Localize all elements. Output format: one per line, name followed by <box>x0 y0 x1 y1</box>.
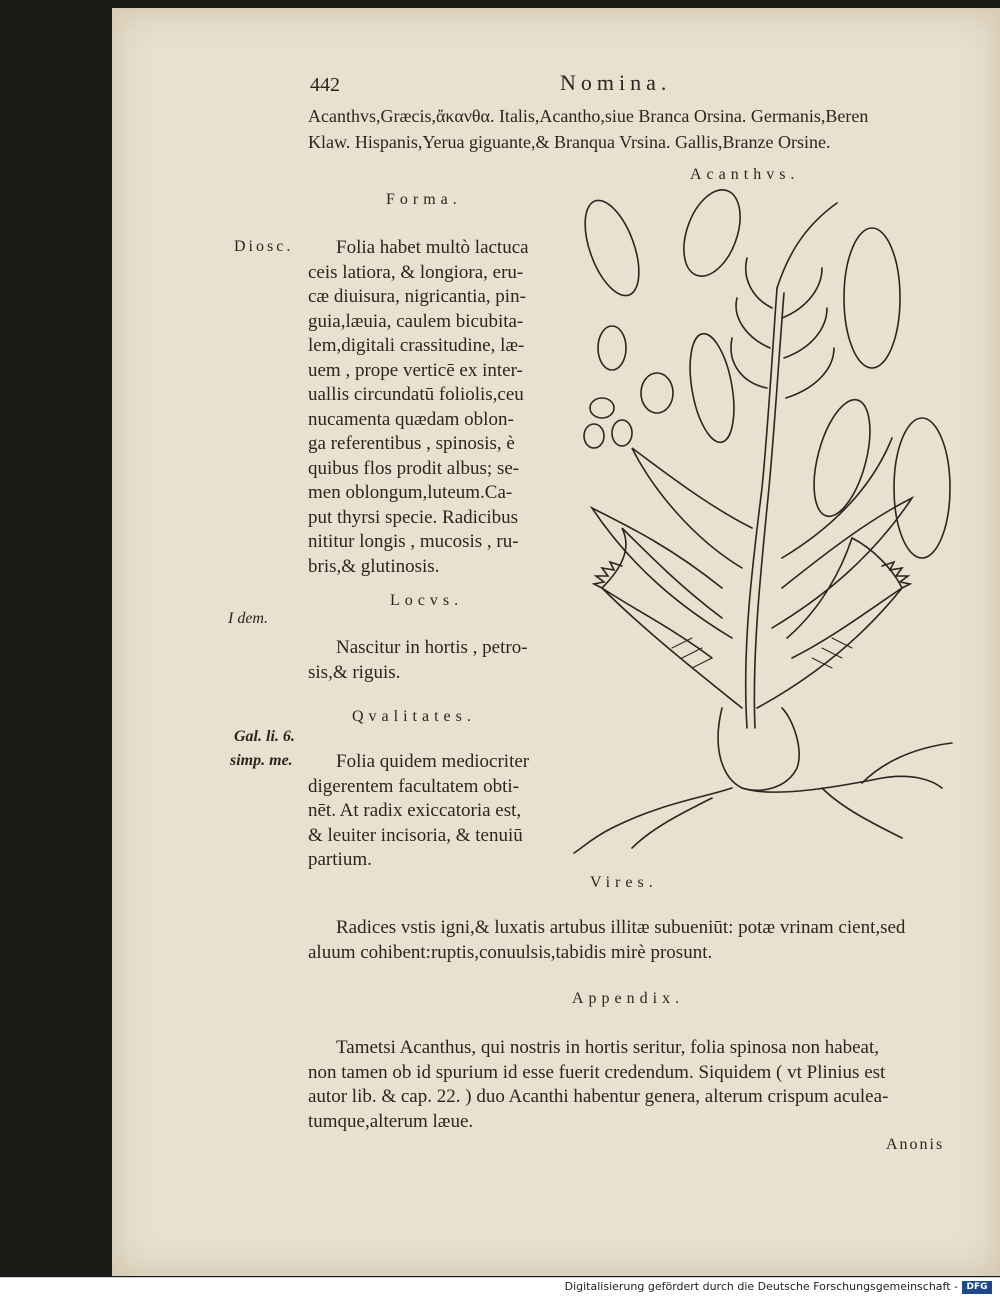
nomina-line-2: Klaw. Hispanis,Yerua giguante,& Branqua Vrsina. Gallis,Branze Orsine. <box>308 132 831 152</box>
appendix-text <box>308 1036 888 1134</box>
forma-line: nititur longis , mucosis , ru- <box>308 531 519 552</box>
page-number: 442 <box>310 74 340 96</box>
qualitates-line: digerentem facultatem obti- <box>308 775 520 797</box>
detached-flower <box>673 188 751 284</box>
forma-line: guia,læuia, caulem bicubita- <box>308 310 524 332</box>
qualitates-line: Folia quidem mediocriter <box>336 751 530 772</box>
appendix-line: autor lib. & cap. 22. ) duo Acanthi habentur genera, alterum crispum aculea- <box>308 1086 889 1107</box>
forma-line: ga referentibus , spinosis, è <box>308 433 515 454</box>
qualitates-line: partium. <box>308 849 372 870</box>
vires-text <box>308 916 905 965</box>
forma-line: bris,& glutinosis. <box>308 555 440 577</box>
forma-margin-note: Diosc. <box>234 238 294 255</box>
appendix-line: tumque,alterum læue. <box>308 1110 474 1132</box>
detached-flower <box>894 418 950 558</box>
forma-line: Folia habet multò lactuca <box>336 237 529 258</box>
qualitates-line: & leuiter incisoria, & tenuiū <box>308 824 523 846</box>
vires-line: aluum cohibent:ruptis,conuulsis,tabidis mirè prosunt. <box>308 941 713 963</box>
appendix-line: non tamen ob id spurium id esse fuerit credendum. Siquidem ( vt Plinius est <box>308 1061 886 1083</box>
seed-pod <box>598 326 626 370</box>
forma-line: ceis latiora, & longiora, eru- <box>308 261 524 283</box>
leaf <box>592 508 732 638</box>
detached-flower <box>844 228 900 368</box>
seed <box>584 424 604 448</box>
footer-text: Digitalisierung gefördert durch die Deutsche Forschungsgemeinschaft - <box>564 1280 958 1293</box>
locus-heading: Locvs. <box>390 592 464 609</box>
digitization-footer <box>0 1277 1000 1298</box>
forma-line: men oblongum,luteum.Ca- <box>308 482 513 503</box>
appendix-line: Tametsi Acanthus, qui nostris in hortis seritur, folia spinosa non habeat, <box>336 1037 880 1058</box>
qualitates-heading: Qvalitates. <box>352 708 476 725</box>
root <box>742 776 942 792</box>
detached-flower <box>574 193 650 302</box>
nomina-line-1: Acanthvs,Græcis,ἄκανθα. Italis,Acantho,siue Branca Orsina. Germanis,Beren <box>308 106 869 126</box>
locus-text <box>308 636 528 685</box>
forma-heading: Forma. <box>386 191 462 208</box>
qualitates-margin-note-1: Gal. li. 6. <box>234 728 295 745</box>
forma-line: nucamenta quædam oblon- <box>308 408 514 430</box>
forma-line: quibus flos prodit albus; se- <box>308 457 520 479</box>
acanthus-woodcut-illustration <box>572 188 967 868</box>
locus-line: Nascitur in hortis , petro- <box>336 637 528 658</box>
catchword: Anonis <box>886 1136 945 1153</box>
running-head: Nomina. <box>560 70 672 95</box>
vires-heading: Vires. <box>590 874 658 891</box>
detached-flower <box>803 394 880 522</box>
forma-line: cæ diuisura, nigricantia, pin- <box>308 286 526 307</box>
locus-margin-note: I dem. <box>228 610 268 627</box>
detached-flower <box>683 330 741 445</box>
figure-caption: Acanthvs. <box>690 166 800 183</box>
forma-line: put thyrsi specie. Radicibus <box>308 506 519 528</box>
locus-line: sis,& riguis. <box>308 661 401 683</box>
main-stem <box>746 288 777 728</box>
forma-line: uallis circundatū foliolis,ceu <box>308 384 524 405</box>
forma-line: lem,digitali crassitudine, læ- <box>308 335 525 356</box>
vires-line: Radices vstis igni,& luxatis artubus illitæ subueniūt: potæ vrinam cient,sed <box>336 917 906 938</box>
forma-line: uem , prope verticē ex inter- <box>308 359 523 381</box>
seed <box>641 373 673 413</box>
qualitates-margin-note-2: simp. me. <box>230 752 293 769</box>
dfg-logo-icon: DFG <box>962 1281 992 1294</box>
seed <box>590 398 614 418</box>
appendix-heading: Appendix. <box>572 990 685 1007</box>
qualitates-line: nēt. At radix exiccatoria est, <box>308 800 522 821</box>
forma-text <box>308 236 529 579</box>
leaf <box>757 588 902 708</box>
qualitates-text <box>308 750 529 873</box>
seed <box>612 420 632 446</box>
